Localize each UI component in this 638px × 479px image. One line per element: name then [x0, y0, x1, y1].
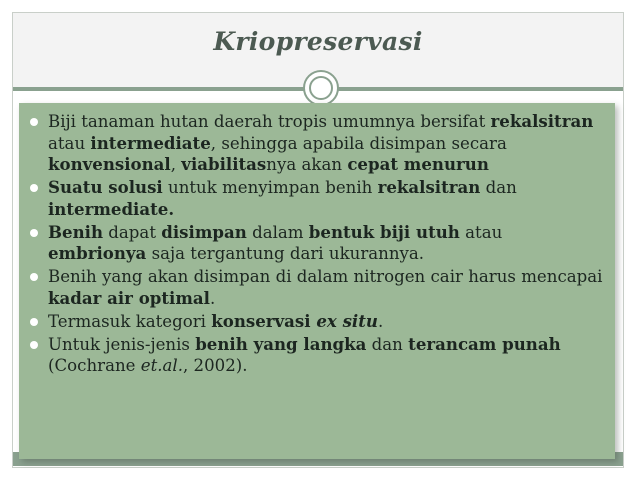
- bullet-text-segment: dalam: [246, 222, 309, 242]
- bullet-text-segment: intermediate.: [48, 198, 175, 219]
- bullet-text-segment: saja tergantung dari ukurannya.: [146, 244, 425, 263]
- bullet-text-segment: untuk menyimpan benih: [162, 178, 378, 197]
- bullet-text-segment: Suatu solusi: [48, 177, 163, 197]
- bullet-text-segment: Benih: [48, 221, 104, 242]
- bullet-text-segment: dan: [480, 178, 517, 197]
- bullet-item: [27, 111, 603, 176]
- bullet-text-segment: ,: [170, 155, 182, 174]
- bullet-item: [27, 177, 603, 220]
- bullet-text-segment: .: [377, 311, 384, 331]
- bullet-text-segment: et.al.: [140, 356, 183, 375]
- bullet-text-segment: nya akan: [266, 155, 348, 174]
- bullet-text-segment: (Cochrane: [48, 356, 141, 375]
- slide-title: Kriopreservasi: [213, 27, 423, 56]
- bullet-text-segment: ex situ: [316, 310, 378, 331]
- bullet-text-segment: dapat: [103, 222, 162, 242]
- bullet-list: [27, 111, 603, 377]
- content-panel: [19, 103, 615, 459]
- bullet-text-segment: .: [209, 288, 216, 308]
- bullet-text-segment: disimpan: [161, 221, 247, 242]
- bullet-text-segment: kadar air optimal: [48, 287, 210, 308]
- bullet-text-segment: rekalsitran: [490, 111, 594, 131]
- divider-ring-icon: [303, 70, 339, 106]
- bullet-text-segment: benih yang langka: [195, 333, 367, 354]
- bullet-item: [27, 311, 603, 333]
- bullet-text-segment: konservasi: [211, 310, 317, 331]
- bullet-item: [27, 266, 603, 309]
- bullet-dot-icon: [30, 229, 38, 237]
- bullet-item: [27, 222, 603, 265]
- bullet-text-segment: bentuk biji utuh: [308, 221, 460, 242]
- bullet-text-segment: atau: [459, 222, 503, 242]
- bullet-dot-icon: [30, 118, 38, 126]
- bullet-text-segment: embrionya: [48, 243, 147, 263]
- bullet-text-segment: Benih yang akan disimpan di dalam nitrogen cair harus mencapai: [48, 267, 603, 286]
- bullet-dot-icon: [30, 341, 38, 349]
- bullet-text-segment: viabilitas: [181, 154, 267, 174]
- bullet-text-segment: dan: [366, 334, 409, 354]
- bullet-text-segment: terancam punah: [408, 333, 561, 354]
- bullet-text-segment: intermediate: [90, 132, 211, 153]
- bullet-dot-icon: [30, 273, 38, 281]
- bullet-text-segment: cepat menurun: [347, 154, 489, 174]
- bullet-text-segment: Untuk jenis-jenis: [48, 334, 196, 354]
- bullet-text-segment: , 2002).: [183, 356, 248, 375]
- bullet-text-segment: Biji tanaman hutan daerah tropis umumnya bersifat: [48, 112, 491, 131]
- bullet-text-segment: rekalsitran: [377, 177, 481, 197]
- bullet-dot-icon: [30, 184, 38, 192]
- bullet-text-segment: atau: [48, 133, 91, 153]
- bullet-text-segment: konvensional: [48, 154, 171, 174]
- bullet-text-segment: , sehingga apabila disimpan secara: [210, 133, 507, 153]
- bullet-dot-icon: [30, 318, 38, 326]
- bullet-item: [27, 334, 603, 377]
- bullet-text-segment: Termasuk kategori: [48, 311, 212, 331]
